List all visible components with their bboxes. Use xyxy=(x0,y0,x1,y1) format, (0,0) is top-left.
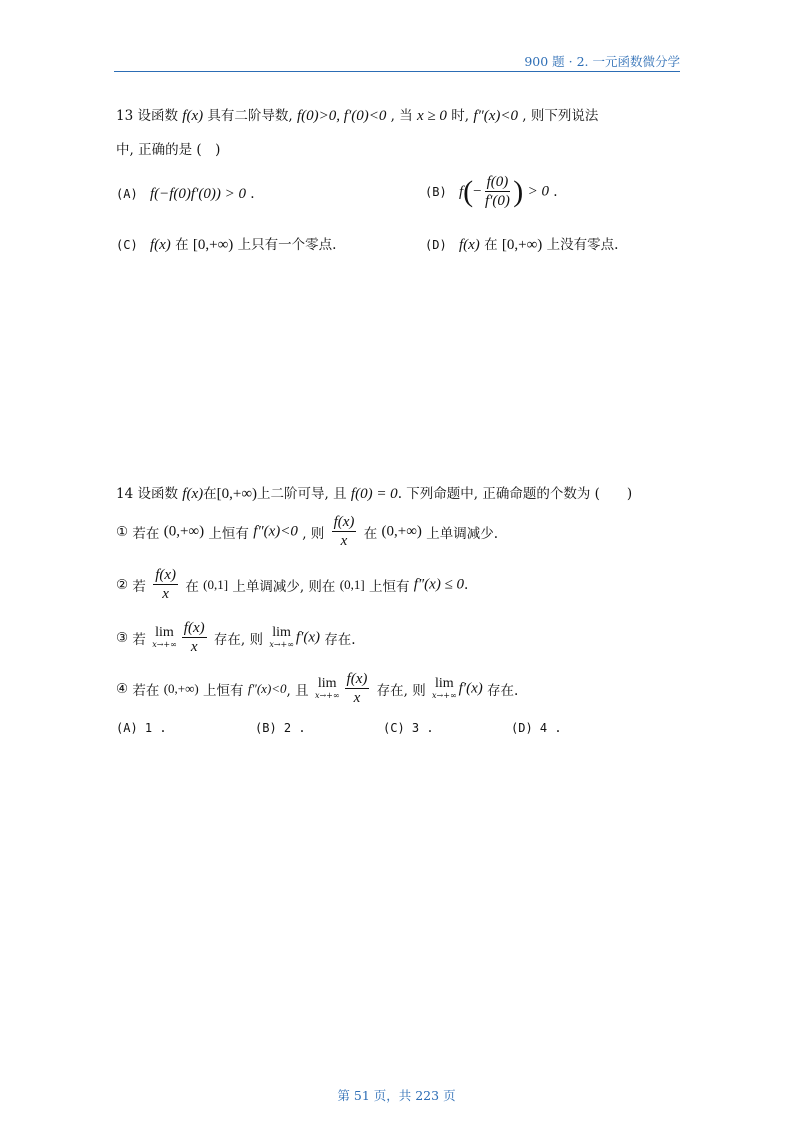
option-label: (B) xyxy=(255,721,277,735)
q14-statement-2 xyxy=(116,567,468,603)
q13-option-d-text: 上没有零点. xyxy=(546,237,619,253)
option-value: 3 . xyxy=(411,721,434,735)
running-header: 900 题 · 2. 一元函数微分学 xyxy=(524,54,680,69)
limit-subscript: x→+∞ xyxy=(314,691,340,701)
statement-text: 在 xyxy=(363,526,378,543)
statement-interval: (0,1] xyxy=(203,577,229,593)
limit-word: lim xyxy=(155,625,174,641)
q13-option-b-f: f xyxy=(458,183,464,200)
q13-intro: 设函数 xyxy=(137,108,178,124)
statement-interval: (0,1] xyxy=(339,577,365,593)
q14-option-d xyxy=(511,721,562,735)
fraction-denominator: x xyxy=(340,533,348,550)
limit-word: lim xyxy=(435,676,454,692)
header-rule xyxy=(114,71,680,72)
fraction-numerator: f(0) xyxy=(485,174,511,192)
limit-subscript: x→+∞ xyxy=(432,691,457,701)
statement-expression: f′(x) xyxy=(295,629,321,646)
statement-condition: f″(x)<0 xyxy=(253,523,298,540)
statement-fraction xyxy=(153,567,178,603)
statement-condition: f″(x) ≤ 0 xyxy=(413,576,465,593)
limit-operator xyxy=(152,626,177,650)
q14-option-c xyxy=(383,721,434,735)
q13-option-b-fraction xyxy=(485,174,511,210)
statement-text: 存在. xyxy=(324,632,356,649)
statement-text: 上单调减少, 则在 xyxy=(232,579,336,596)
q13-option-d xyxy=(425,233,618,254)
statement-expression: f′(x) xyxy=(458,680,483,697)
statement-text: 上单调减少. xyxy=(426,526,498,543)
statement-interval: (0,+∞) xyxy=(163,523,205,540)
q13-option-a xyxy=(116,186,255,203)
statement-marker: ① xyxy=(116,524,129,541)
q13-option-c-text: 上只有一个零点. xyxy=(237,237,337,253)
fraction-denominator: f′(0) xyxy=(484,193,510,210)
q13-option-b xyxy=(425,174,558,210)
limit-word: lim xyxy=(272,625,291,641)
statement-text: 若在 xyxy=(132,526,160,543)
fraction-denominator: x xyxy=(162,586,169,603)
q13-cond2: f(0)>0, f′(0)<0 xyxy=(297,108,387,124)
statement-text: 存在. xyxy=(487,683,519,700)
q14-question-end: . 下列命题中, 正确命题的个数为 ( ) xyxy=(397,486,633,502)
statement-text: 上恒有 xyxy=(203,683,244,700)
statement-condition: f″(x)<0 xyxy=(247,681,287,697)
q13-cond4: x ≥ 0 xyxy=(417,108,447,124)
option-value: 4 . xyxy=(539,721,562,735)
q14-line1 xyxy=(116,482,632,503)
q14-option-b xyxy=(255,721,306,735)
fraction-numerator: f(x) xyxy=(182,620,207,638)
q14-option-a xyxy=(116,721,167,735)
limit-word: lim xyxy=(317,676,337,692)
statement-interval: (0,+∞) xyxy=(381,523,422,540)
option-value: 2 . xyxy=(283,721,306,735)
q13-option-b-end: . xyxy=(553,184,558,201)
q13-cond5: 时, xyxy=(451,108,470,124)
q14-statement-1 xyxy=(116,514,498,550)
q13-option-d-interval: [0,+∞) xyxy=(501,237,543,253)
minus-sign: − xyxy=(473,183,482,200)
q14-intro: 14 设函数 xyxy=(116,486,178,502)
q13-option-d-fx: f(x) xyxy=(458,237,480,253)
fraction-denominator: x xyxy=(353,690,361,707)
option-label: (D) xyxy=(511,721,533,735)
statement-text: 在 xyxy=(185,579,199,596)
statement-text: 若在 xyxy=(132,683,160,700)
q13-line1 xyxy=(116,104,598,125)
statement-marker: ④ xyxy=(116,681,129,698)
q14-statement-4 xyxy=(116,671,518,707)
limit-subscript: x→+∞ xyxy=(152,640,177,650)
statement-text: . xyxy=(464,577,469,594)
option-label: (C) xyxy=(383,721,405,735)
q14-cond: f(0) = 0 xyxy=(350,486,398,502)
option-label: (C) xyxy=(116,238,138,252)
right-paren: ) xyxy=(513,175,524,209)
limit-operator xyxy=(269,626,294,650)
q13-line2: 中, 正确的是 ( ) xyxy=(116,142,221,158)
q13-cond6: f″(x)<0 xyxy=(473,108,518,124)
fraction-numerator: f(x) xyxy=(345,671,370,689)
q13-option-a-expr: f(−f(0)f′(0)) > 0 xyxy=(149,186,246,202)
q14-fx: f(x) xyxy=(182,486,204,502)
limit-operator xyxy=(315,677,340,701)
statement-fraction xyxy=(182,620,207,656)
statement-interval: (0,+∞) xyxy=(163,681,199,697)
limit-subscript: x→+∞ xyxy=(269,640,294,650)
option-label: (D) xyxy=(425,238,447,252)
q13-option-d-in: 在 xyxy=(484,237,498,253)
left-paren: ( xyxy=(463,175,474,209)
statement-text: 上恒有 xyxy=(368,579,410,596)
q13-cond1: 具有二阶导数, xyxy=(207,108,293,124)
q13-cond7: , 则下列说法 xyxy=(522,108,599,124)
q14-cond-text: 上二阶可导, 且 xyxy=(257,486,347,502)
option-label: (A) xyxy=(116,721,138,735)
statement-marker: ② xyxy=(116,577,129,594)
q13-fx: f(x) xyxy=(182,108,204,124)
statement-text: 存在, 则 xyxy=(376,683,426,700)
fraction-denominator: x xyxy=(190,639,198,656)
option-value: 1 . xyxy=(144,721,167,735)
limit-operator xyxy=(432,677,457,701)
statement-text: 若 xyxy=(132,579,146,596)
q13-option-a-end: . xyxy=(250,186,255,202)
q13-option-c-in: 在 xyxy=(175,237,189,253)
statement-text: , 则 xyxy=(302,526,325,543)
statement-text: 若 xyxy=(132,632,146,649)
q13-option-b-tail: > 0 xyxy=(527,183,549,200)
q13-cond3: , 当 xyxy=(390,108,413,124)
option-label: (A) xyxy=(116,187,138,201)
statement-text: 上恒有 xyxy=(208,526,249,543)
statement-fraction xyxy=(345,671,370,707)
statement-text: 存在, 则 xyxy=(213,632,264,649)
q13-option-c-interval: [0,+∞) xyxy=(192,237,234,253)
statement-text: , 且 xyxy=(286,683,309,700)
page-footer: 第 51 页，共 223 页 xyxy=(337,1088,456,1103)
fraction-numerator: f(x) xyxy=(153,567,178,585)
fraction-numerator: f(x) xyxy=(332,514,357,532)
statement-fraction xyxy=(332,514,357,550)
q13-option-c-fx: f(x) xyxy=(149,237,171,253)
q14-statement-3 xyxy=(116,620,356,656)
statement-marker: ③ xyxy=(116,630,129,647)
q14-interval: [0,+∞) xyxy=(216,486,258,502)
q13-option-c xyxy=(116,233,336,254)
q13-number: 13 xyxy=(116,108,134,124)
option-label: (B) xyxy=(425,185,447,200)
q14-in: 在 xyxy=(203,486,217,502)
